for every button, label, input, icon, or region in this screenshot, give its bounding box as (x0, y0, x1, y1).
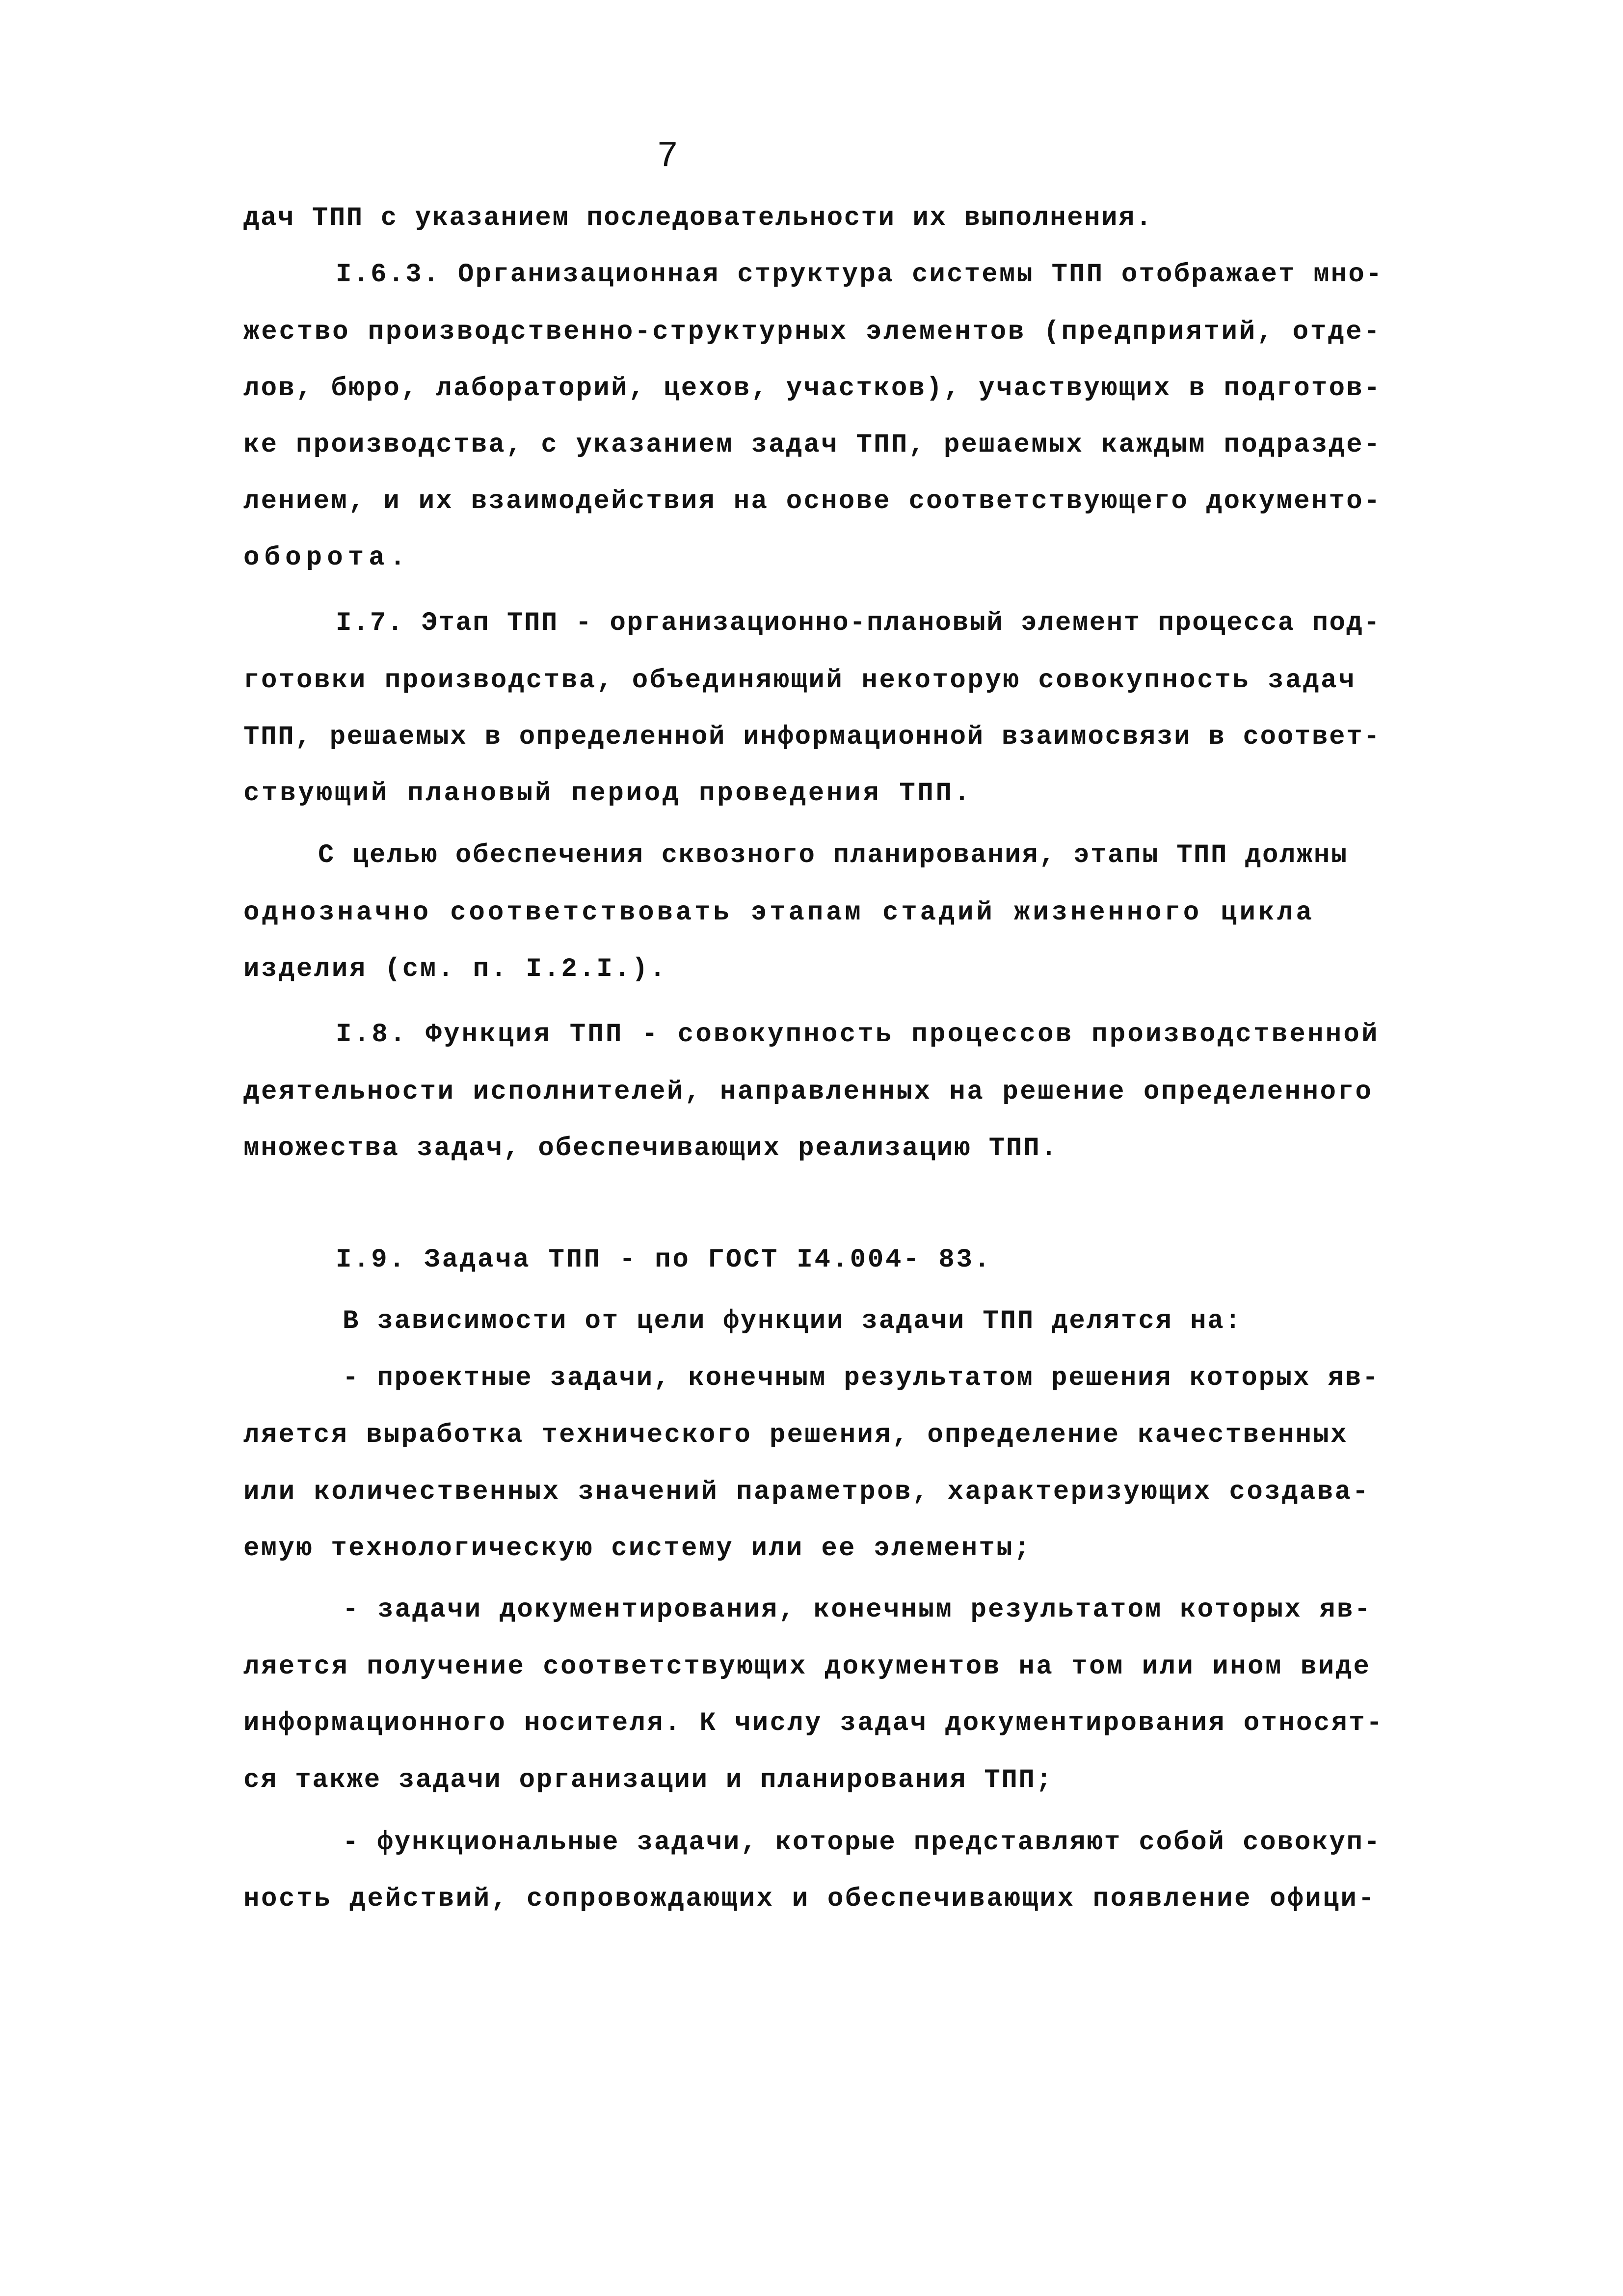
text-line: деятельности исполнителей, направленных на решение определенного (243, 1077, 1373, 1107)
page-number: 7 (657, 136, 679, 177)
text-line: ляется получение соответствующих документов на том или ином виде (243, 1652, 1371, 1682)
text-line: ке производства, с указанием задач ТПП, решаемых каждым подразде- (243, 430, 1382, 460)
text-line: - проектные задачи, конечным результатом решения которых яв- (343, 1363, 1380, 1393)
text-line: готовки производства, объединяющий некоторую совокупность задач (243, 666, 1357, 696)
text-line: жество производственно-структурных элементов (предприятий, отде- (243, 317, 1382, 347)
text-line: - функциональные задачи, которые представляют собой совокуп- (343, 1828, 1382, 1858)
text-line: ность действий, сопровождающих и обеспечивающих появление офици- (243, 1884, 1376, 1914)
text-line: множества задач, обеспечивающих реализацию ТПП. (243, 1134, 1058, 1163)
text-line: В зависимости от цели функции задачи ТПП делятся на: (343, 1306, 1242, 1336)
text-line: I.7. Этап ТПП - организационно-плановый элемент процесса под- (336, 608, 1381, 638)
text-line: или количественных значений параметров, характеризующих создава- (243, 1477, 1370, 1507)
text-line: С целью обеспечения сквозного планирования, этапы ТПП должны (318, 840, 1348, 870)
text-line: I.9. Задача ТПП - по ГОСТ I4.004- 83. (336, 1245, 992, 1275)
text-line: однозначно соответствовать этапам стадий жизненного цикла (243, 898, 1315, 928)
text-line: ствующий плановый период проведения ТПП. (243, 779, 972, 809)
text-line: I.6.3. Организационная структура системы ТПП отображает мно- (336, 260, 1384, 290)
text-line: ТПП, решаемых в определенной информационной взаимосвязи в соответ- (243, 722, 1381, 752)
text-line: лов, бюро, лабораторий, цехов, участков), участвующих в подготов- (243, 374, 1382, 404)
text-line: изделия (см. п. I.2.I.). (243, 954, 667, 984)
text-line: ляется выработка технического решения, определение качественных (243, 1420, 1348, 1450)
text-line: дач ТПП с указанием последовательности их выполнения. (243, 203, 1153, 233)
text-line: - задачи документирования, конечным результатом которых яв- (343, 1595, 1372, 1625)
text-line: информационного носителя. К числу задач документирования относят- (243, 1708, 1384, 1738)
text-line: ся также задачи организации и планирования ТПП; (243, 1765, 1053, 1795)
text-line: оборота. (243, 543, 411, 573)
text-line: емую технологическую систему или ее элементы; (243, 1534, 1032, 1564)
text-line: лением, и их взаимодействия на основе соответствующего документо- (243, 486, 1382, 516)
text-line: I.8. Функция ТПП - совокупность процессов производственной (336, 1020, 1380, 1050)
